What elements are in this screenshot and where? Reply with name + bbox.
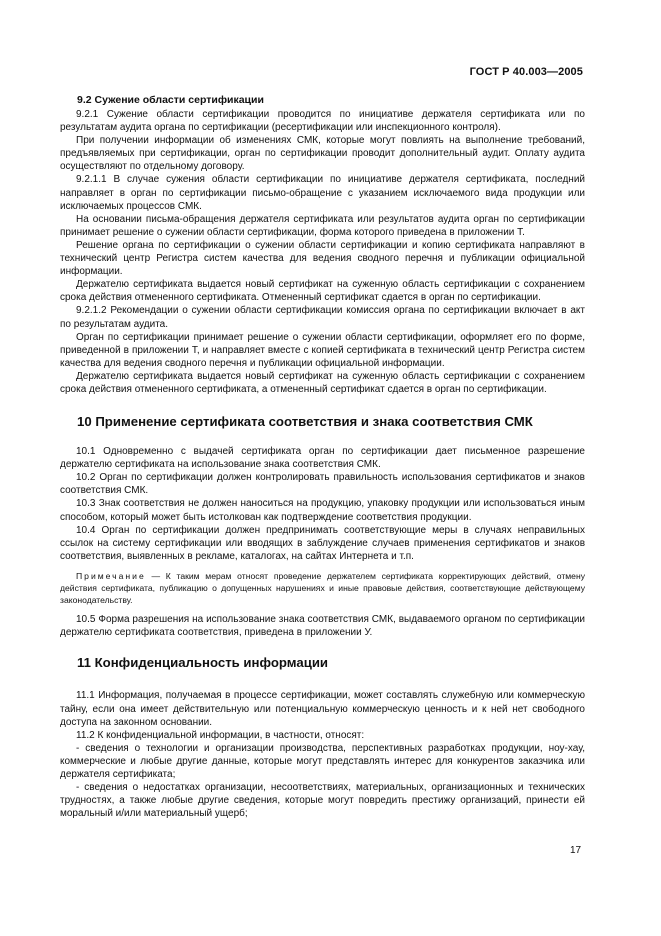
section-10-heading: 10 Применение сертификата соответствия и знака соответствия СМК [77, 414, 533, 430]
paragraph: 10.1 Одновременно с выдачей сертификата орган по сертификации дает письменное разрешение держателю сертификата на использование знака соответствия СМК. [60, 446, 585, 471]
paragraph: 10.5 Форма разрешения на использование знака соответствия СМК, выдаваемого органом по сертификации держателю сертификата соответствия, приведена в приложении У. [60, 614, 585, 639]
paragraph: Орган по сертификации принимает решение о сужении области сертификации, оформляет его по форме, приведенной в приложении Т, и направляет вместе с копией сертификата в технический центр Регистра систем качества для ведения сводного перечня и публикации официальной информации. [60, 331, 585, 369]
paragraph: При получении информации об изменениях СМК, которые могут повлиять на выполнение требований, предъявляемых при сертификации, орган по сертификации проводит дополнительный аудит. Оплату аудита осуществляют по отдельному договору. [60, 135, 585, 173]
paragraph: - сведения о технологии и организации производства, перспективных разработках продукции, ноу-хау, коммерческие и любые другие данные, которые могут представлять интерес для конкурентов заказчика или держателя сертификата; [60, 742, 585, 781]
paragraph: 10.4 Орган по сертификации должен предпринимать соответствующие меры в случаях неправильных ссылок на систему сертификации или вводящих в заблуждение случаев применения сертификатов и знаков соответствия, выявленных в рекламе, каталогах, на сайтах Интернета и т.п. [60, 524, 585, 562]
section-9-2-heading: 9.2 Сужение области сертификации [77, 94, 264, 106]
section-11-heading: 11 Конфиденциальность информации [77, 655, 329, 671]
paragraph: 9.2.1 Сужение области сертификации проводится по инициативе держателя сертификата или по результатам аудита органа по сертификации (ресертификации или инспекционного контроля). [60, 109, 585, 134]
paragraph: 11.2 К конфиденциальной информации, в частности, относят: [76, 729, 365, 741]
paragraph: 10.2 Орган по сертификации должен контролировать правильность использования сертификатов и знаков соответствия СМК. [60, 472, 585, 497]
paragraph: Держателю сертификата выдается новый сертификат на суженную область сертификации с сохранением срока действия отмененного сертификата, а отмененный сертификат сдается в орган по сертификации. [60, 370, 585, 395]
paragraph: Держателю сертификата выдается новый сертификат на суженную область сертификации с сохранением срока действия отмененного сертификата. Отмененный сертификат сдается в орган по сертификации. [60, 279, 585, 304]
standard-code: ГОСТ Р 40.003—2005 [469, 66, 583, 78]
note [60, 571, 585, 606]
note-text: — К таким мерам относят проведение держателем сертификата корректирующих действий, отмену действия сертификата, публикацию о допущенных нарушениях и иные правовые действия, соответствующие действующему законодательству. [60, 570, 585, 605]
paragraph: - сведения о недостатках организации, несоответствиях, материальных, организационных и технических трудностях, а также любые другие сведения, которые могут повредить престижу организаций, принести ей моральный и/или материальный ущерб; [60, 782, 585, 820]
paragraph: Решение органа по сертификации о сужении области сертификации и копию сертификата направляют в технический центр Регистра систем качества для ведения сводного перечня и публикации официальной информации. [60, 239, 585, 278]
paragraph: На основании письма-обращения держателя сертификата или результатов аудита орган по сертификации принимает решение о сужении области сертификации, форма которого приведена в приложении Т. [60, 213, 585, 238]
paragraph: 9.2.1.1 В случае сужения области сертификации по инициативе держателя сертификата, последний направляет в орган по сертификации письмо-обращение с указанием исключаемого вида продукции или исключаемых процессов СМК. [60, 174, 585, 212]
page-content [60, 94, 585, 820]
paragraph: 10.3 Знак соответствия не должен наноситься на продукцию, упаковку продукции или использоваться иным способом, который может быть истолкован как подтверждение соответствия продукции. [60, 498, 585, 523]
note-label: Примечание [76, 570, 146, 581]
paragraph: 11.1 Информация, получаемая в процессе сертификации, может составлять служебную или коммерческую тайну, если она имеет действительную или потенциальную коммерческую ценность и к ней нет свободного доступа на законном основании. [60, 690, 585, 728]
paragraph: 9.2.1.2 Рекомендации о сужении области сертификации комиссия органа по сертификации включает в акт по результатам аудита. [60, 305, 585, 330]
page-number: 17 [570, 845, 582, 856]
